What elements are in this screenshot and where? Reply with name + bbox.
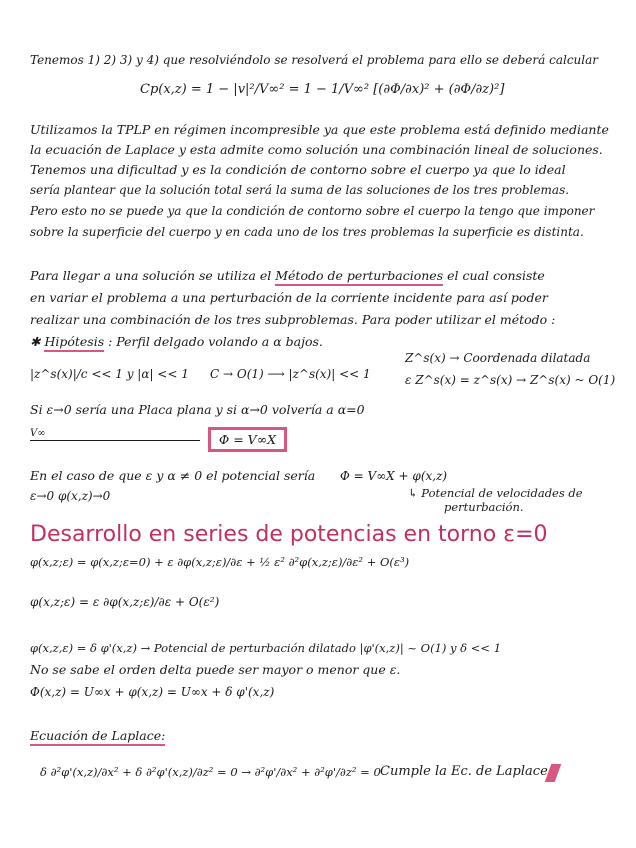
paragraph1-line: sería plantear que la solución total será la suma de las soluciones de los tres problemas. [30, 183, 570, 197]
method-intro: Para llegar a una solución se utiliza el [30, 268, 272, 283]
full-potential: Φ = V∞X + φ(x,z) [340, 469, 448, 483]
order-note: No se sabe el orden delta puede ser mayor o menor que ε. [30, 662, 401, 677]
paragraph2-line: en variar el problema a una perturbación de la corriente incidente para así poder [30, 290, 548, 305]
paragraph1-line: la ecuación de Laplace y esta admite como solución una combinación lineal de soluciones. [30, 142, 603, 157]
method-name: Método de perturbaciones [275, 268, 443, 286]
condition-2: C → O(1) ⟶ |z^s(x)| << 1 [210, 367, 371, 381]
paragraph1-line: Pero esto no se puede ya que la condición de contorno sobre el cuerpo la tengo que imponer [30, 204, 595, 218]
perturbation-potential: φ(x,z,ε) = δ φ'(x,z) → Potencial de perturbación dilatado |φ'(x,z)| ~ O(1) y δ << 1 [30, 641, 502, 655]
paragraph1-line: sobre la superficie del cuerpo y en cada uno de los tres problemas la superficie es distinta. [30, 225, 584, 239]
laplace-title [30, 728, 165, 744]
dilated-coordinate: Z^s(x) → Coordenada dilatada [405, 351, 591, 365]
intro-line: Tenemos 1) 2) 3) y 4) que resolviéndolo se resolverá el problema para ello se deberá calcular [30, 53, 598, 67]
bullet-icon: ✱ [30, 334, 45, 349]
paragraph1-line: Tenemos una dificultad y es la condición de contorno sobre el cuerpo ya que lo ideal [30, 162, 566, 177]
total-potential: Φ(x,z) = U∞x + φ(x,z) = U∞x + δ φ'(x,z) [30, 685, 275, 699]
note-potential: ↳ Potencial de velocidades de [408, 486, 583, 500]
hypothesis-text: : Perfil delgado volando a α bajos. [108, 334, 323, 349]
hypothesis-label: Hipótesis [44, 334, 104, 352]
paragraph2-line: realizar una combinación de los tres subproblemas. Para poder utilizar el método : [30, 312, 556, 327]
method-rest: el cual consiste [447, 268, 545, 283]
epsilon-limit: ε→0 φ(x,z)→0 [30, 489, 111, 503]
series-first-order: φ(x,z;ε) = ε ∂φ(x,z;ε)/∂ε + O(ε²) [30, 595, 220, 609]
section-title: Desarrollo en series de potencias en torno ε=0 [30, 522, 548, 547]
case-line: En el caso de que ε y α ≠ 0 el potencial sería [30, 468, 316, 483]
condition-1: |z^s(x)|/c << 1 y |α| << 1 [30, 367, 189, 381]
series-expansion: φ(x,z;ε) = φ(x,z;ε=0) + ε ∂φ(x,z;ε)/∂ε + ½ ε² ∂²φ(x,z;ε)/∂ε² + O(ε³) [30, 555, 410, 569]
dilated-equation: ε Z^s(x) = z^s(x) → Z^s(x) ~ O(1) [405, 373, 616, 387]
method-line [30, 268, 545, 284]
potential-box: Φ = V∞X [208, 427, 287, 452]
hypothesis-line [30, 334, 323, 350]
paragraph1-line: Utilizamos la TPLP en régimen incompresible ya que este problema está definido mediante [30, 122, 609, 137]
note-potential-2: perturbación. [444, 500, 524, 514]
laplace-note: Cumple la Ec. de Laplace [380, 764, 548, 779]
vinf-label: V∞ [30, 428, 46, 439]
freestream-arrow [30, 440, 200, 441]
cp-formula: Cp(x,z) = 1 − |v|²/V∞² = 1 − 1/V∞² [(∂Φ/∂x)² + (∂Φ/∂z)²] [140, 82, 505, 97]
laplace-title-text: Ecuación de Laplace: [30, 728, 165, 746]
laplace-equation: δ ∂²φ'(x,z)/∂x² + δ ∂²φ'(x,z)/∂z² = 0 → ∂²φ'/∂x² + ∂²φ'/∂z² = 0 [40, 765, 381, 779]
epsilon-line: Si ε→0 sería una Placa plana y si α→0 volvería a α=0 [30, 402, 365, 417]
